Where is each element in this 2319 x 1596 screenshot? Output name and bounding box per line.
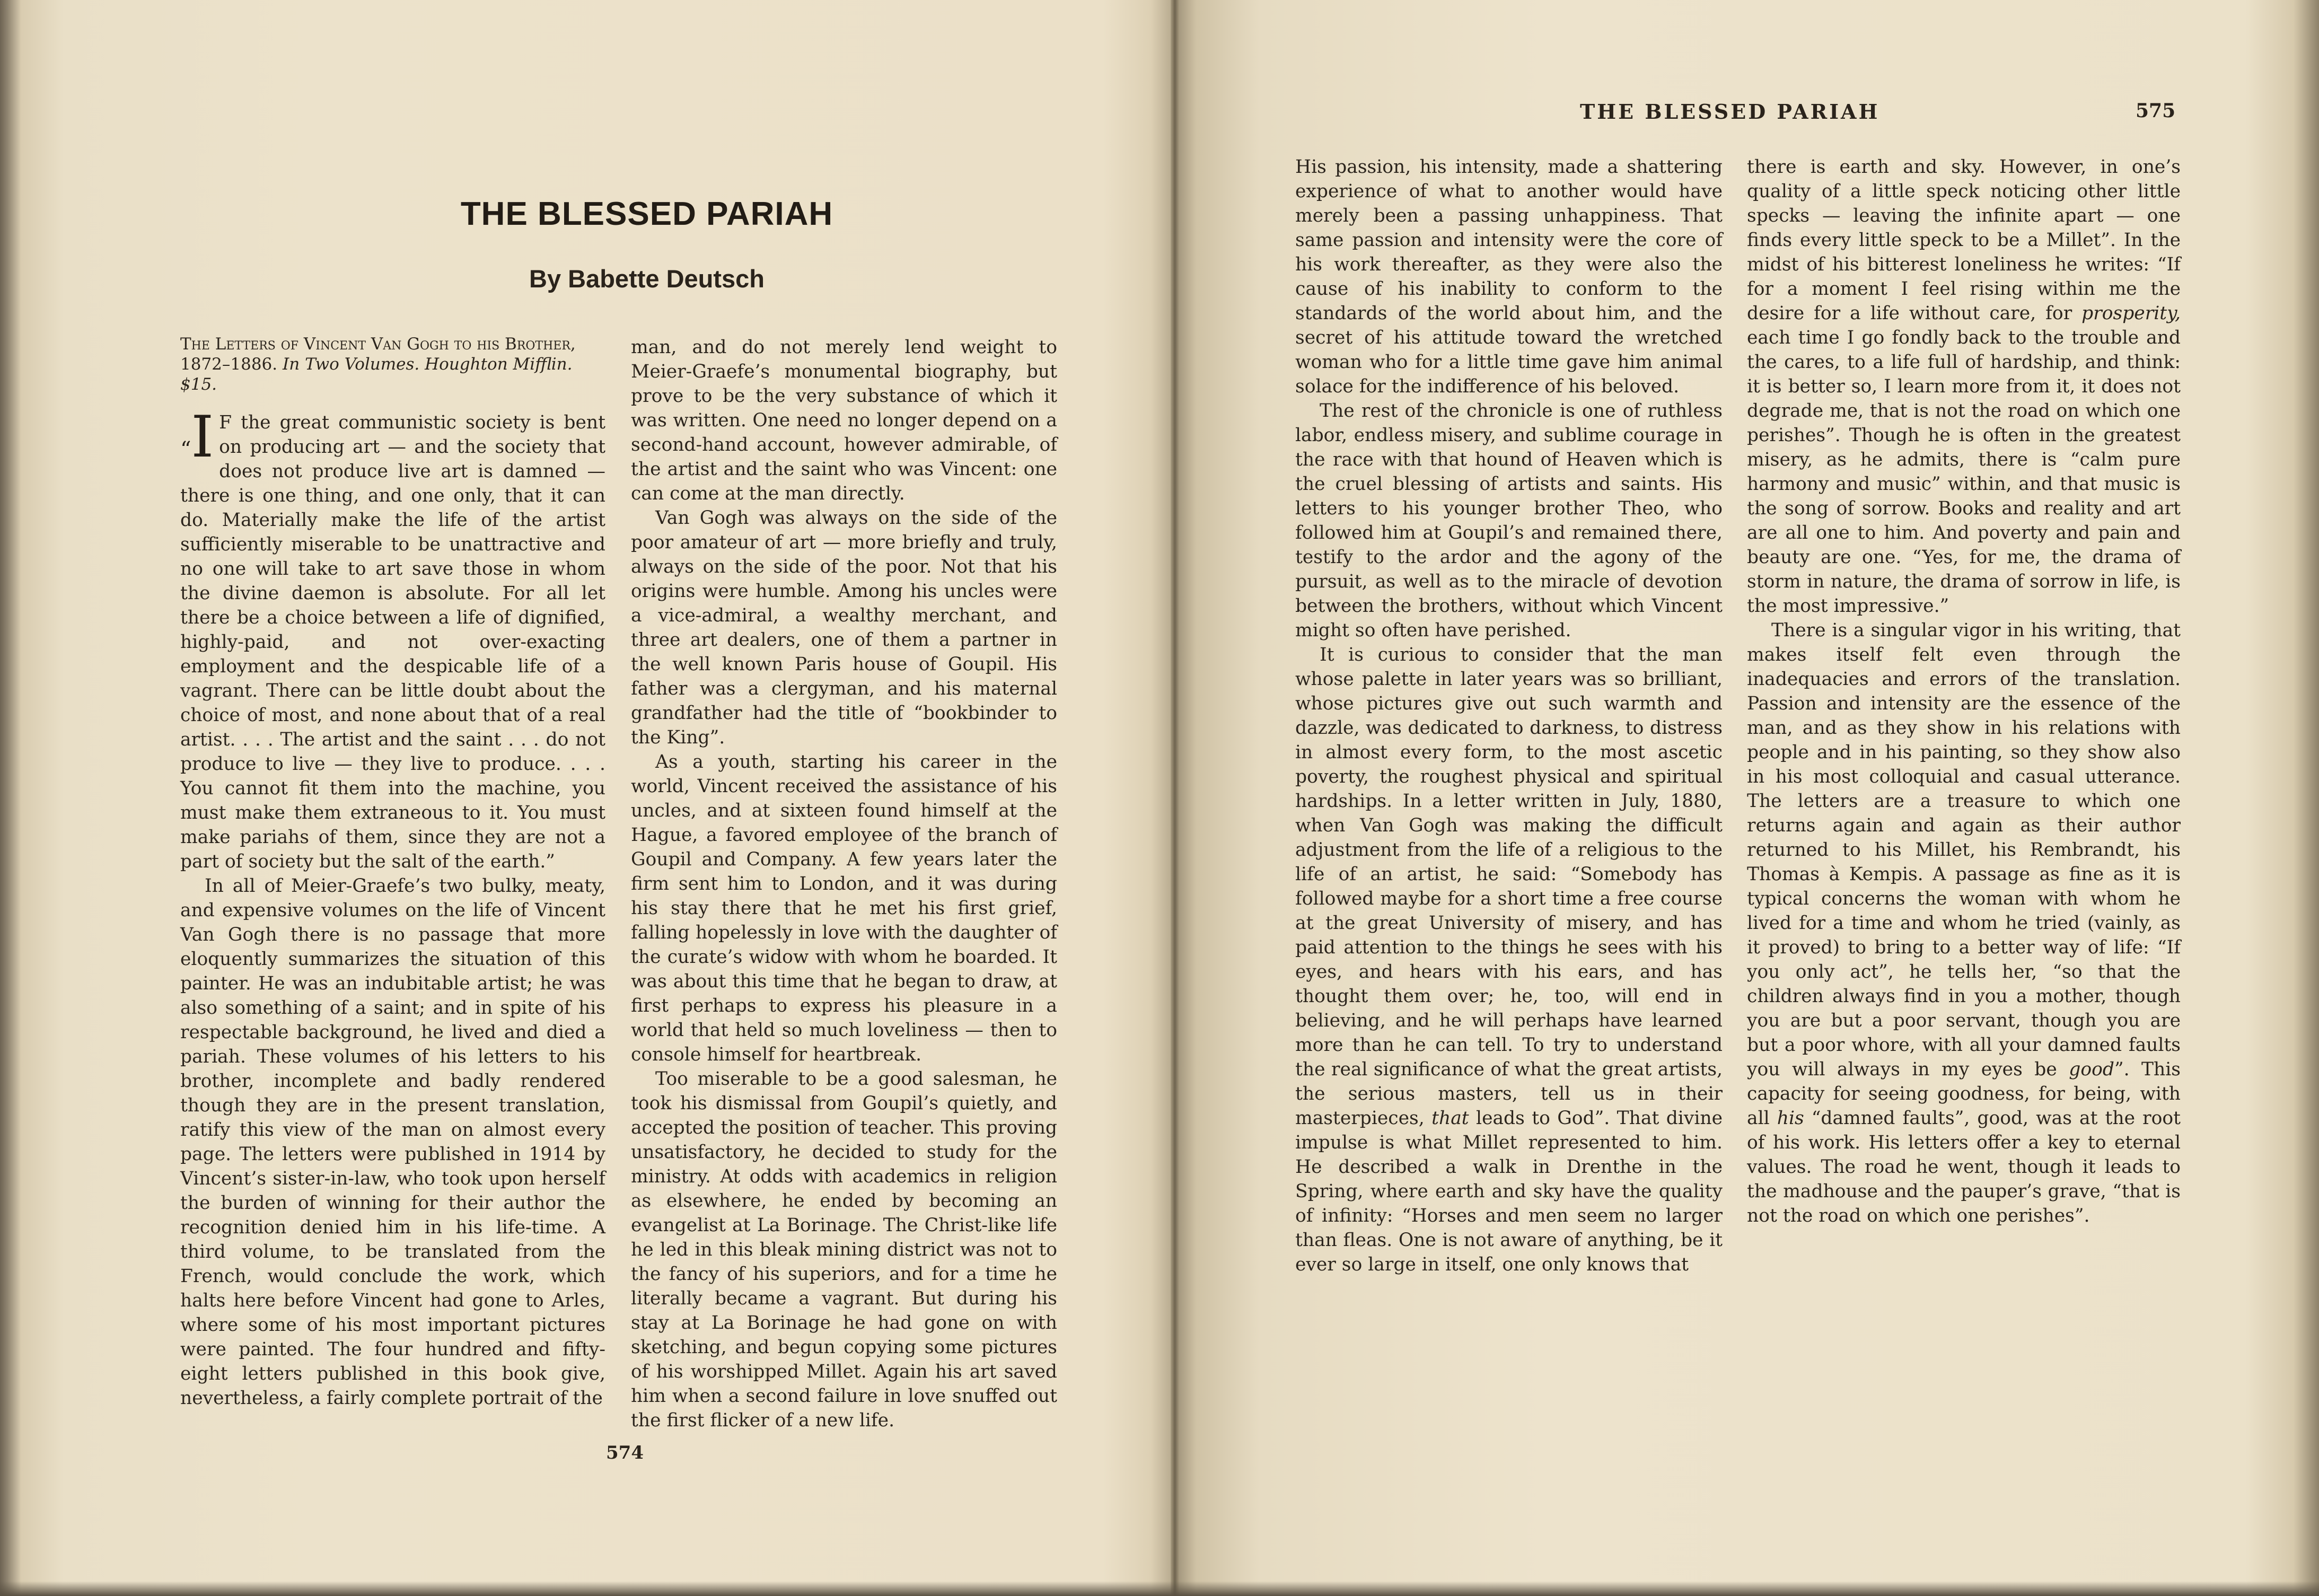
- emphasis: prosperity,: [2081, 303, 2181, 324]
- text-run: each time I go fondly back to the trouble and the cares, to a life full of hardship, and think: it is better so, I learn more from it, it does not degrade me, that is not the road on which one perishes”. Though he is often in the greatest misery, as he admits, there is “calm pure harmony and music” within, and that music is the song of sorrow. Books and reality and art are all one to him. And poverty and pain and beauty are one. “Yes, for me, the drama of storm in nature, the drama of sorrow in life, is the most impressive.”: [1747, 327, 2181, 617]
- paragraph: Van Gogh was always on the side of the poor amateur of art — more briefly and truly, always on the side of the poor. Not that his origins were humble. Among his uncles were a vice-admiral, a wealthy merchant, and three art dealers, one of them a partner in the well known Paris house of Goupil. His father was a clergyman, and his maternal grandfather had the title of “bookbinder to the King”.: [631, 507, 1057, 748]
- drop-cap: [180, 404, 214, 472]
- emphasis: good: [2069, 1059, 2114, 1080]
- text-run: leads to God”. That divine impulse is what Millet represented to him. He described a walk in Drenthe in the Spring, where earth and sky have the quality of infinity: “Horses and men seem no larger than fleas. One is not aware of anything, be it ever so large in itself, one only knows that: [1295, 1108, 1723, 1275]
- text-run: There is a singular vigor in his writing, that makes itself felt even through the inadequacies and errors of the translation. Passion and intensity are the essence of the man, and as they show in his relations with people and in his painting, so they show also in his most colloquial and casual utterance. The letters are a treasure to which one returns again and again as their author returned to his Millet, his Rembrandt, his Thomas à Kempis. A passage as fine as it is typical concerns the woman with whom he lived for a time and whom he tried (vainly, as it proved) to bring to a better way of life: “If you only act”, he tells her, “so that the children always find in you a mother, though you are but a poor servant, though you are but a poor whore, with all your damned faults you will always in my eyes be: [1747, 620, 2181, 1080]
- text-run: It is curious to consider that the man whose palette in later years was so brilliant, whose pictures give out such warmth and dazzle, was dedicated to darkness, to distress in almost every form, to the most ascetic poverty, the roughest physical and spiritual hardships. In a letter written in July, 1880, when Van Gogh was making the difficult adjustment from the life of a religious to the life of an artist, he said: “Somebody has followed maybe for a short time a free course at the great University of misery, and has paid attention to the things he sees with his eyes, and hears with his ears, and has thought them over; he, too, will end in believing, and he will perhaps have learned more than he can tell. To try to understand the real significance of what the great artists, the serious masters, tell us in their masterpieces,: [1295, 644, 1723, 1129]
- paragraph: [1747, 155, 2181, 618]
- emphasis: that: [1431, 1108, 1469, 1129]
- drop-cap-letter: I: [191, 404, 214, 470]
- paragraph: As a youth, starting his career in the world, Vincent received the assistance of his uncles, and at sixteen found himself at the Hague, a favored employee of the branch of Goupil and Company. A few years later the firm sent him to London, and it was during his stay there that he met his first grief, falling hopelessly in love with the daughter of the curate’s widow with whom he boarded. It was about this time that he began to draw, at first perhaps to express his pleasure in a world that held so much loveliness — then to console himself for heartbreak.: [631, 751, 1057, 1065]
- paragraph: man, and do not merely lend weight to Meier-Graefe’s monumental biography, but prove to be the very substance of which it was written. One need no longer depend on a second-hand account, however admirable, of the artist and the saint who was Vincent: one can come at the man directly.: [631, 337, 1057, 504]
- paragraph: Too miserable to be a good salesman, he took his dismissal from Goupil’s quietly, and accepted the position of teacher. This proving unsatisfactory, he decided to study for the ministry. At odds with academics in religion as elsewhere, he ended by becoming an evangelist at La Borinage. The Christ-like life he led in this bleak mining district was not to the fancy of his superiors, and for a time he literally became a vagrant. But during his stay at La Borinage he had gone on with sketching, and begun copying some pictures of his worshipped Millet. Again his art saved him when a second failure in love snuffed out the first flicker of a new life.: [631, 1068, 1057, 1431]
- paragraph: [1747, 618, 2181, 1228]
- text-run: ”. This capacity for seeing goodness, for being, with all: [1747, 1059, 2181, 1129]
- page-edge-shadow: [0, 1581, 2319, 1596]
- book-volumes: In Two Volumes. Houghton Mifflin.: [283, 355, 573, 374]
- book-price: $15.: [180, 375, 217, 394]
- paragraph-text: F the great communistic society is bent on producing art — and the society that does not produce live art is damned — there is one thing, and one only, that it can do. Materially make the life of the artist sufficiently miserable to be unattractive and no one will take to art save those in whom the divine daemon is absolute. For all let there be a choice between a life of dignified, highly-paid, and not over-exacting employment and the despicable life of a vagrant. There can be little doubt about the choice of most, and none about that of a real artist. . . . The artist and the saint . . . do not produce to live — they live to produce. . . . You cannot fit them into the machine, you must make them extraneous to it. You must make pariahs of them, since they are not a part of society but the salt of the earth.”: [180, 412, 605, 872]
- column-1: [180, 334, 605, 1410]
- book-years: 1872–1886.: [180, 355, 278, 374]
- column-2: [631, 335, 1057, 1433]
- book-title: The Letters of Vincent Van Gogh to his Brother,: [180, 335, 576, 354]
- column-4: [1747, 155, 2181, 1228]
- text-run: “damned faults”, good, was at the root of his work. His letters offer a key to eternal values. The road he went, though it leads to the madhouse and the pauper’s grave, “that is not the road on which one perishes”.: [1747, 1108, 2181, 1226]
- book-reference: [180, 334, 605, 394]
- text-run: there is earth and sky. However, in one’s quality of a little speck noticing other little specks — leaving the infinite apart — one finds every little speck to be a Millet”. In the midst of his bitterest loneliness he writes: “If for a moment I feel rising within me the desire for a life without care, for: [1747, 156, 2181, 324]
- emphasis: his: [1777, 1108, 1804, 1129]
- paragraph: [1295, 643, 1723, 1277]
- book-gutter: [1171, 0, 1179, 1596]
- article-title: THE BLESSED PARIAH: [460, 196, 833, 232]
- page-number-right: 575: [2136, 100, 2176, 122]
- paragraph: [180, 404, 605, 874]
- paragraph: His passion, his intensity, made a shattering experience of what to another would have merely been a passing unhappiness. That same passion and intensity were the core of his work thereafter, as they were also the cause of his inability to conform to the standards of the world about him, and the secret of his attitude toward the wretched woman who for a little time gave him animal solace for the indifference of his beloved.: [1295, 156, 1723, 397]
- column-3: [1295, 155, 1723, 1277]
- page-number-left: 574: [606, 1442, 644, 1463]
- paragraph: In all of Meier-Graefe’s two bulky, meaty, and expensive volumes on the life of Vincent Van Gogh there is no passage that more eloquently summarizes the situation of this painter. He was an indubitable artist; he was also something of a saint; and in spite of his respectable background, he lived and died a pariah. These volumes of his letters to his brother, incomplete and badly rendered though they are in the present translation, ratify this view of the man on almost every page. The letters were published in 1914 by Vincent’s sister-in-law, who took upon herself the burden of winning for their author the recognition denied him in his life-time. A third volume, to be translated from the French, would conclude the work, which halts here before Vincent had gone to Arles, where some of his most important pictures were painted. The four hundred and fifty-eight letters published in this book give, nevertheless, a fairly complete portrait of the: [180, 875, 605, 1409]
- open-quote: “: [180, 437, 191, 462]
- article-byline: By Babette Deutsch: [529, 265, 765, 293]
- running-head: THE BLESSED PARIAH: [1580, 100, 1880, 124]
- paragraph: The rest of the chronicle is one of ruthless labor, endless misery, and sublime courage in the race with that hound of Heaven which is the cruel blessing of artists and saints. His letters to his younger brother Theo, who followed him at Goupil’s and remained there, testify to the ardor and the agony of the pursuit, as well as to the miracle of devotion between the brothers, without which Vincent might so often have perished.: [1295, 400, 1723, 641]
